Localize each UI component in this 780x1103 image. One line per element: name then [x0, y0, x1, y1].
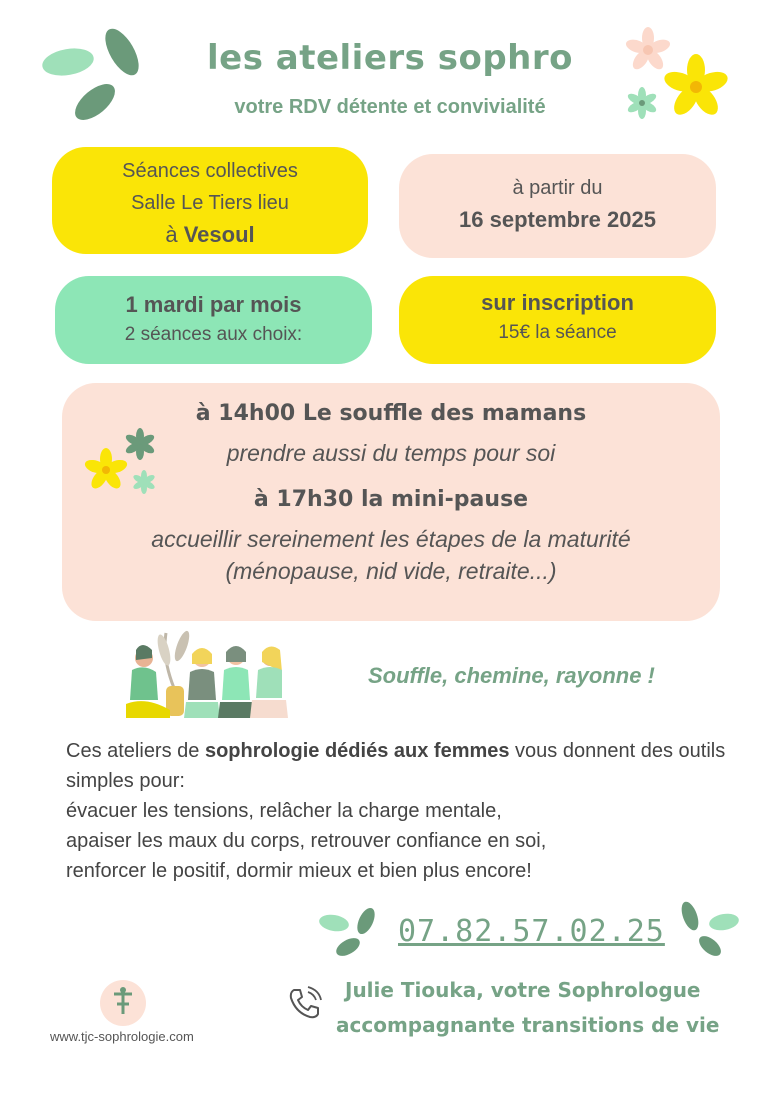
session-1-description: prendre aussi du temps pour soi — [226, 440, 556, 466]
frequency-line1: 1 mardi par mois — [125, 292, 302, 317]
description-line-4: renforcer le positif, dormir mieux et bien plus encore! — [66, 860, 532, 882]
start-line1: à partir du — [512, 177, 603, 199]
leaves-phone-left-icon — [318, 905, 380, 961]
sessions-box — [62, 383, 720, 621]
frequency-line2: 2 séances aux choix: — [124, 324, 303, 345]
registration-line1: sur inscription — [481, 290, 634, 315]
registration-price: 15€ la séance — [498, 322, 617, 343]
women-group-illustration — [122, 628, 290, 723]
location-line1: Séances collectives — [122, 160, 298, 182]
location-prefix: à — [165, 222, 184, 247]
flowers-session-icon — [82, 428, 162, 500]
description-start: Ces ateliers de — [66, 740, 205, 762]
session-2-description: accueillir sereinement les étapes de la maturité — [151, 526, 631, 552]
description-bold: sophrologie dédiés aux femmes — [204, 740, 510, 762]
description-text — [66, 736, 746, 886]
registration-box — [399, 276, 716, 364]
location-box — [52, 147, 368, 254]
leaves-phone-right-icon — [676, 900, 742, 962]
session-2-title: à 17h30 la mini-pause — [253, 487, 529, 512]
description-line-3: apaiser les maux du corps, retrouver confiance en soi, — [66, 830, 547, 852]
session-2-description-detail: (ménopause, nid vide, retraite...) — [225, 558, 557, 584]
location-line3 — [52, 219, 368, 251]
phone-icon — [286, 984, 324, 1022]
logo-icon — [100, 980, 146, 1026]
location-line2: Salle Le Tiers lieu — [131, 192, 289, 214]
slogan: Souffle, chemine, rayonne ! — [368, 663, 655, 688]
signature-title: accompagnante transitions de vie — [336, 1013, 720, 1037]
location-city: Vesoul — [183, 222, 255, 247]
frequency-box — [55, 276, 372, 364]
flowers-top-right-icon — [620, 25, 735, 125]
phone-number[interactable]: 07.82.57.02.25 — [398, 914, 665, 949]
start-date-box — [399, 154, 716, 258]
page-subtitle: votre RDV détente et convivialité — [234, 96, 546, 118]
description-line-2: évacuer les tensions, relâcher la charge mentale, — [66, 800, 502, 822]
website-link[interactable]: www.tjc-sophrologie.com — [50, 1029, 194, 1044]
signature-name: Julie Tiouka, votre Sophrologue — [345, 978, 701, 1002]
session-1-title: à 14h00 Le souffle des mamans — [195, 401, 587, 426]
description-paragraph-1 — [66, 736, 746, 796]
leaves-top-left-icon — [40, 22, 150, 127]
start-date: 16 septembre 2025 — [459, 207, 656, 232]
page-title: les ateliers sophro — [206, 38, 574, 78]
description-end: vous donnent des outils simples pour: — [66, 740, 726, 792]
